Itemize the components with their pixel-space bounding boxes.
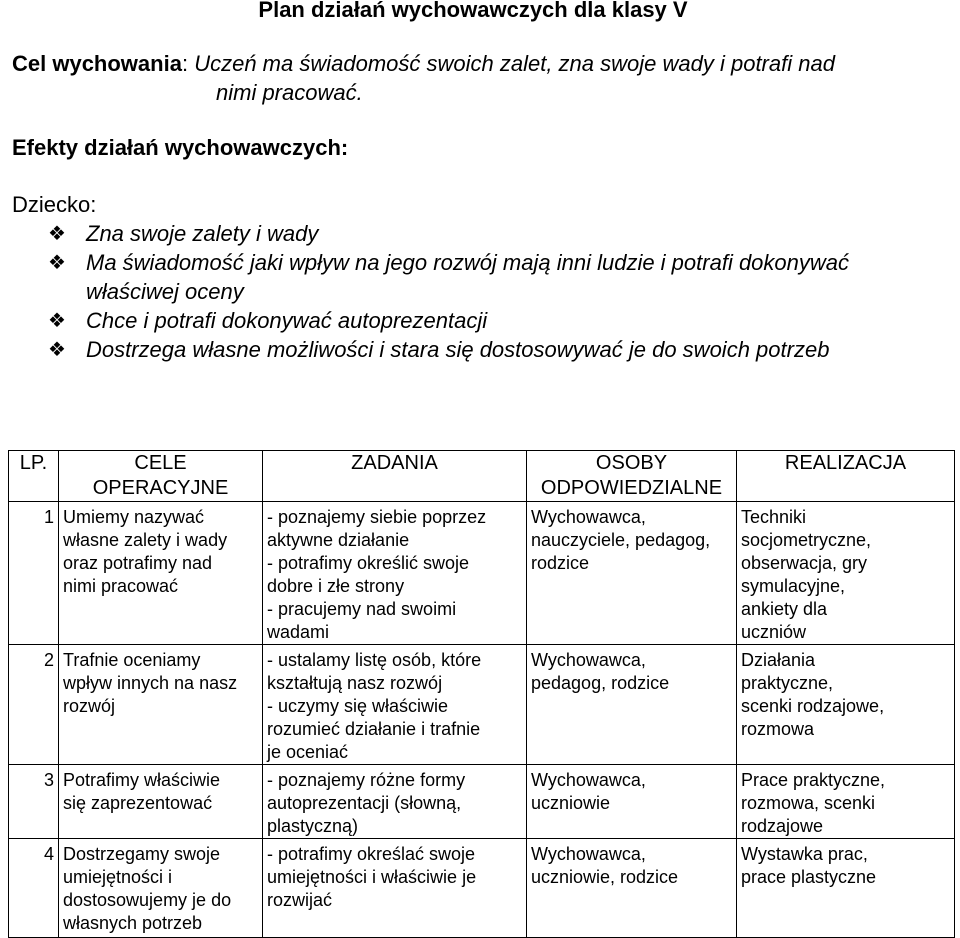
list-item (48, 219, 948, 248)
table-row (9, 645, 955, 765)
four-diamond-star-icon: ❖ (48, 308, 66, 332)
list-item-text: Zna swoje zalety i wady (86, 221, 319, 246)
table-row (9, 765, 955, 839)
plan-table (8, 450, 955, 938)
list-item (48, 248, 948, 306)
header-osoby: OSOBY ODPOWIEDZIALNE (527, 451, 737, 502)
list-item-text: Chce i potrafi dokonywać autoprezentacji (86, 308, 488, 333)
cell-zadania: - poznajemy siebie poprzez aktywne działanie - potrafimy określić swoje dobre i złe strony - pracujemy nad swoimi wadami (263, 502, 527, 645)
cell-cele: Trafnie oceniamy wpływ innych na nasz rozwój (59, 645, 263, 765)
list-item (48, 306, 948, 335)
cell-lp: 2 (9, 645, 59, 765)
cell-cele: Umiemy nazywać własne zalety i wady oraz potrafimy nad nimi pracować (59, 502, 263, 645)
cell-osoby: Wychowawca, uczniowie, rodzice (527, 839, 737, 938)
page-title: Plan działań wychowawczych dla klasy V (258, 0, 688, 22)
cell-zadania: - potrafimy określać swoje umiejętności i właściwie je rozwijać (263, 839, 527, 938)
four-diamond-star-icon: ❖ (48, 250, 66, 274)
goal-text-line2: nimi pracować. (216, 80, 363, 105)
effects-heading: Efekty działań wychowawczych: (12, 135, 349, 160)
cell-zadania: - poznajemy różne formy autoprezentacji (słowną, plastyczną) (263, 765, 527, 839)
list-item-text: Dostrzega własne możliwości i stara się dostosowywać je do swoich potrzeb (86, 337, 830, 362)
header-zadania: ZADANIA (263, 451, 527, 502)
header-cele: CELE OPERACYJNE (59, 451, 263, 502)
list-item-text: Ma świadomość jaki wpływ na jego rozwój mają inni ludzie i potrafi dokonywać właściwej oceny (86, 250, 850, 304)
table-row (9, 502, 955, 645)
cell-cele: Potrafimy właściwie się zaprezentować (59, 765, 263, 839)
table-header-row (9, 451, 955, 502)
cell-realizacja: Wystawka prac, prace plastyczne (737, 839, 955, 938)
cell-realizacja: Działania praktyczne, scenki rodzajowe, rozmowa (737, 645, 955, 765)
cell-realizacja: Techniki socjometryczne, obserwacja, gry symulacyjne, ankiety dla uczniów (737, 502, 955, 645)
goal-paragraph (12, 49, 947, 107)
goal-label: Cel wychowania (12, 51, 182, 76)
table-row (9, 839, 955, 938)
effects-list (48, 219, 948, 364)
cell-zadania: - ustalamy listę osób, które kształtują nasz rozwój - uczymy się właściwie rozumieć działanie i trafnie je oceniać (263, 645, 527, 765)
goal-colon: : (181, 51, 189, 76)
cell-lp: 4 (9, 839, 59, 938)
cell-lp: 1 (9, 502, 59, 645)
four-diamond-star-icon: ❖ (48, 221, 66, 245)
cell-realizacja: Prace praktyczne, rozmowa, scenki rodzajowe (737, 765, 955, 839)
cell-osoby: Wychowawca, uczniowie (527, 765, 737, 839)
cell-cele: Dostrzegamy swoje umiejętności i dostosowujemy je do własnych potrzeb (59, 839, 263, 938)
header-lp: LP. (9, 451, 59, 502)
goal-text-line1: Uczeń ma świadomość swoich zalet, zna swoje wady i potrafi nad (194, 51, 835, 76)
cell-lp: 3 (9, 765, 59, 839)
list-item (48, 335, 948, 364)
four-diamond-star-icon: ❖ (48, 337, 66, 361)
cell-osoby: Wychowawca, pedagog, rodzice (527, 645, 737, 765)
header-realizacja: REALIZACJA (737, 451, 955, 502)
cell-osoby: Wychowawca, nauczyciele, pedagog, rodzice (527, 502, 737, 645)
child-label: Dziecko: (12, 192, 97, 217)
